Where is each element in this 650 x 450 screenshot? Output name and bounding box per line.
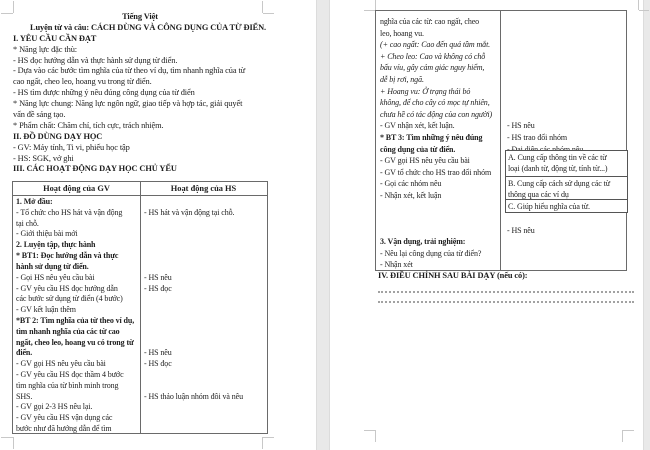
- text-line: tìm nghĩa của từ bình minh trong: [16, 380, 119, 390]
- text-line: 1. Mở đầu:: [16, 197, 53, 206]
- text-line: - Nêu lại công dụng của từ điển?: [380, 248, 482, 258]
- text-line: - GV nhận xét, kết luận.: [380, 121, 455, 131]
- crop-mark: [375, 0, 376, 10]
- text-line: - HS nêu: [144, 272, 172, 282]
- crop-mark: [639, 10, 649, 11]
- crop-mark: [375, 430, 376, 442]
- text-line: Luyện từ và câu: CÁCH DÙNG VÀ CÔNG DỤNG CỦA TỪ ĐIỂN.: [30, 22, 267, 32]
- text-line: I. YÊU CẦU CẦN ĐẠT: [13, 33, 97, 43]
- text-line: 2. Luyện tập, thực hành: [16, 240, 96, 250]
- gv-activity-column: [380, 16, 499, 271]
- text-line: * BT1: Đọc hướng dẫn và thực: [16, 251, 119, 261]
- text-line: - HS nêu: [507, 121, 535, 131]
- text-line: + Hoang vu: Ở trạng thái bỏ: [380, 86, 471, 96]
- activities-table-page1: [12, 181, 268, 434]
- text-line: - Giới thiệu bài mới: [16, 229, 78, 239]
- dotted-fill-line: [378, 291, 634, 293]
- text-line: * Phẩm chất: Chăm chỉ, tích cực, trách nhiệm.: [13, 120, 164, 130]
- text-line: - HS đọc: [144, 359, 172, 369]
- crop-mark: [623, 430, 634, 431]
- text-line: leo, hoang vu.: [380, 28, 424, 38]
- text-line: [507, 236, 623, 248]
- text-line: [144, 370, 264, 381]
- text-line: thông qua các ví dụ: [508, 190, 569, 199]
- text-line: [507, 248, 623, 260]
- header-hs: Hoạt động của HS: [170, 184, 237, 193]
- text-line: điển.: [16, 348, 33, 358]
- text-line: - GV gọi HS nêu yêu cầu bài: [16, 359, 106, 369]
- text-line: tại chỗ.: [16, 218, 39, 228]
- text-line: Tiếng Việt: [122, 12, 158, 21]
- text-line: + Cheo leo: Cao và không có chỗ: [380, 51, 486, 61]
- text-line: [144, 294, 264, 305]
- text-line: - Tổ chức cho HS hát và vận động: [16, 207, 123, 217]
- text-line: - HS đọc hướng dẫn và thực hành sử dụng từ điển.: [13, 55, 178, 65]
- section-iv-title: IV. ĐIỀU CHỈNH SAU BÀI DẠY (nếu có):: [378, 271, 528, 280]
- text-line: hành sử dụng từ điển.: [16, 261, 89, 271]
- text-line: [507, 62, 623, 74]
- text-line: - Gọi các nhóm nêu: [380, 179, 442, 189]
- text-line: III. CÁC HOẠT ĐỘNG DẠY HỌC CHỦ YẾU: [13, 164, 177, 174]
- header-gv: Hoạt động của GV: [43, 184, 110, 193]
- text-line: [144, 424, 264, 435]
- text-line: không, để cho cây cỏ mọc tự nhiên,: [380, 98, 490, 108]
- crop-mark: [1, 437, 13, 438]
- text-line: [507, 259, 623, 271]
- text-line: [507, 16, 623, 28]
- text-line: 3. Vận dụng, trải nghiệm:: [380, 237, 466, 247]
- crop-mark: [622, 430, 623, 442]
- text-line: - GV gọi HS nêu yêu cầu bài: [380, 156, 470, 166]
- hs-activity-column: [507, 16, 623, 271]
- dotted-fill-line: [378, 301, 634, 303]
- text-line: [144, 413, 264, 424]
- crop-mark: [13, 437, 14, 449]
- text-line: II. ĐỒ DÙNG DẠY HỌC: [13, 131, 103, 141]
- text-line: - HS hát và vận động tại chỗ.: [144, 207, 235, 217]
- activities-table-page2: [375, 10, 627, 271]
- text-line: C. Giúp hiểu nghĩa của từ.: [508, 202, 590, 211]
- text-line: [380, 202, 499, 214]
- text-line: [144, 262, 264, 273]
- text-line: [144, 381, 264, 392]
- text-line: [380, 225, 499, 237]
- text-line: - Nhận xét: [380, 260, 413, 270]
- text-line: bấu víu, gây cảm giác nguy hiểm,: [380, 63, 485, 73]
- text-line: [144, 229, 264, 240]
- crop-mark: [638, 0, 639, 10]
- text-line: - GV gọi 2-3 HS nêu lại.: [16, 402, 93, 412]
- text-line: vấn đề sáng tạo.: [13, 110, 66, 120]
- text-line: - Gọi HS nêu yêu cầu bài: [16, 272, 95, 282]
- text-line: * Năng lực đặc thù:: [13, 44, 78, 54]
- page-gap: [316, 0, 330, 450]
- page-edge-right: [643, 0, 650, 450]
- text-line: [507, 74, 623, 86]
- text-line: [144, 251, 264, 262]
- text-line: - HS đọc: [144, 283, 172, 293]
- text-line: - HS nêu: [507, 225, 535, 235]
- text-line: - GV yêu cầu HS vận dụng các: [16, 413, 113, 423]
- text-line: - Dựa vào các bước tìm nghĩa của từ theo ví dụ, tìm nhanh nghĩa của từ: [13, 66, 246, 76]
- text-line: B. Cung cấp cách sử dụng các từ: [508, 179, 610, 188]
- text-line: [507, 51, 623, 63]
- text-line: cao ngất, cheo leo, hoang vu trong từ điển.: [13, 77, 152, 87]
- text-line: - Nhận xét, kết luận: [380, 190, 442, 200]
- text-line: - GV kết luận thêm: [16, 305, 76, 315]
- text-line: - HS nêu: [144, 348, 172, 358]
- hs-activity-column: [144, 197, 264, 435]
- text-line: [380, 213, 499, 225]
- text-line: [144, 316, 264, 327]
- text-line: * BT 3: Tìm những ý nêu đúng: [380, 132, 483, 142]
- text-line: SHS.: [16, 391, 33, 401]
- text-line: bước như đã hướng dẫn để tìm: [16, 424, 112, 434]
- crop-mark: [364, 430, 375, 431]
- text-line: tìm nhanh nghĩa của các từ cao: [16, 326, 120, 336]
- text-line: [144, 327, 264, 338]
- text-line: [144, 240, 264, 251]
- text-line: * Năng lực chung: Năng lực ngôn ngữ, giao tiếp và hợp tác, giải quyết: [13, 99, 243, 109]
- column-divider: [500, 11, 501, 270]
- text-line: nghĩa của các từ: cao ngất, cheo: [380, 17, 480, 26]
- text-line: [507, 28, 623, 40]
- text-line: [507, 109, 623, 121]
- text-line: (+ cao ngất: Cao đến quá tầm mắt.: [380, 40, 491, 50]
- text-line: [507, 213, 623, 225]
- text-line: - HS thảo luận nhóm đôi và nêu: [144, 391, 243, 401]
- text-line: [144, 305, 264, 316]
- crop-mark: [364, 10, 375, 11]
- text-line: [507, 86, 623, 98]
- text-line: [144, 219, 264, 230]
- text-line: dễ bị rơi, ngã.: [380, 74, 424, 84]
- text-line: - GV yêu cầu HS đọc thầm 4 bước: [16, 370, 124, 379]
- text-line: [144, 197, 264, 208]
- text-line: [144, 402, 264, 413]
- text-line: chưa hề có tác động của con người): [380, 109, 493, 119]
- crop-mark: [262, 437, 263, 449]
- text-line: - HS: SGK, vở ghi: [13, 153, 74, 163]
- text-line: *BT 2: Tìm nghĩa của từ theo ví dụ,: [16, 315, 135, 325]
- crop-mark: [263, 437, 274, 438]
- text-line: công dụng của từ điển.: [380, 144, 456, 154]
- crop-mark: [1, 13, 13, 14]
- text-line: - HS tìm được những ý nêu đúng công dụng của từ điển: [13, 88, 195, 98]
- text-line: - GV tổ chức cho HS trao đổi nhóm: [380, 167, 492, 177]
- answer-options-box: [505, 150, 628, 213]
- text-line: - GV: Máy tính, Ti vi, phiếu học tập: [13, 142, 130, 152]
- text-line: [144, 338, 264, 349]
- text-line: - HS trao đổi nhóm: [507, 132, 567, 142]
- text-line: [507, 97, 623, 109]
- text-line: - GV yêu cầu HS đọc hướng dẫn: [16, 283, 118, 293]
- text-line: A. Cung cấp thông tin về các từ: [508, 153, 607, 162]
- text-line: loại (danh từ, động từ, tính từ...): [508, 164, 608, 173]
- column-divider: [140, 182, 141, 433]
- option-a: [506, 151, 627, 176]
- option-b: [506, 176, 627, 199]
- text-line: ngất, cheo leo, hoang vu có trong từ: [16, 337, 134, 347]
- lesson-heading: [13, 12, 267, 175]
- option-c: [506, 199, 627, 212]
- text-line: các bước sử dụng từ điển (4 bước): [16, 294, 123, 304]
- text-line: [507, 39, 623, 51]
- gv-activity-column: [16, 197, 138, 435]
